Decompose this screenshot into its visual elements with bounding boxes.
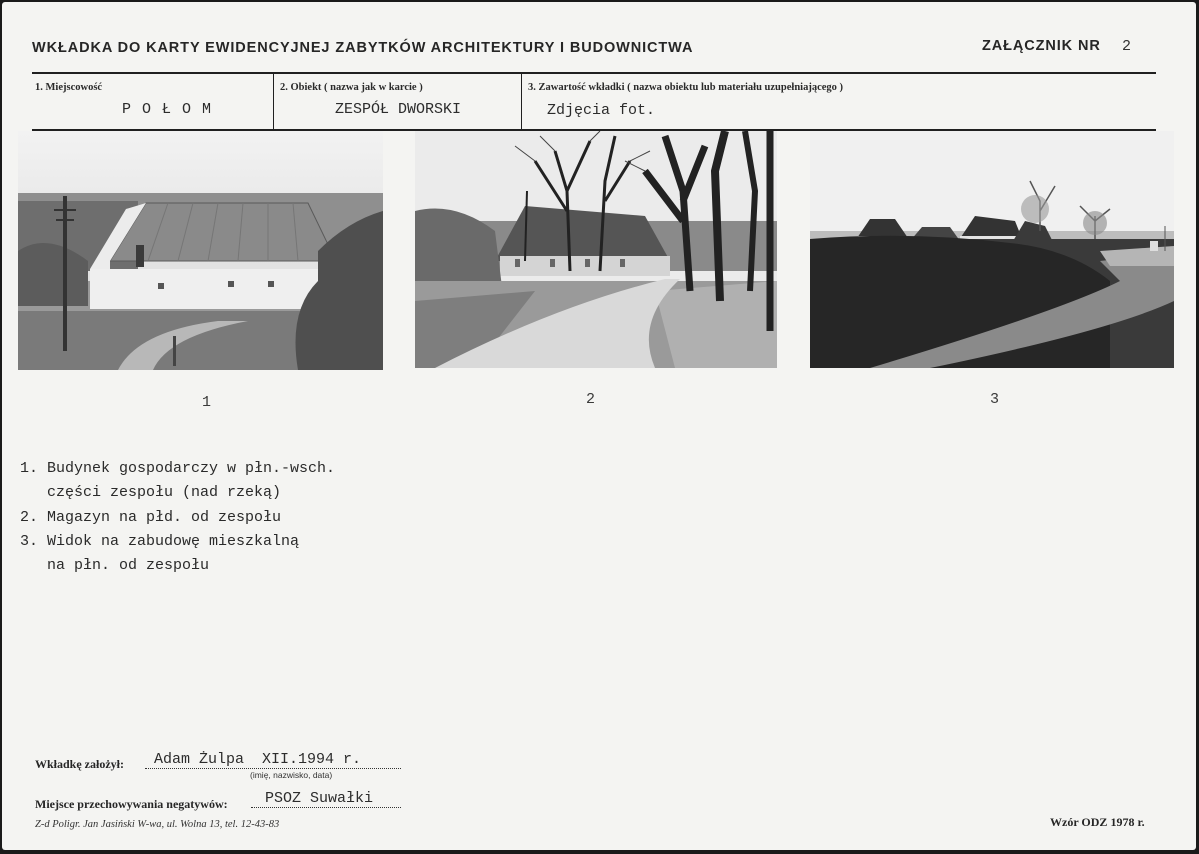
field-value-contents: Zdjęcia fot. [547, 102, 656, 119]
photo-number-2: 2 [586, 391, 596, 408]
photo-number-3: 3 [990, 391, 1000, 408]
photo-3 [810, 131, 1174, 368]
table-top-rule [32, 72, 1156, 74]
table-divider-1 [273, 74, 274, 130]
photo-2 [415, 131, 777, 368]
description-line: na płn. od zespołu [20, 557, 210, 575]
attachment-number: 2 [1122, 38, 1132, 55]
founder-value: Adam Żulpa XII.1994 r. [154, 751, 362, 768]
printer-credit: Z-d Poligr. Jan Jasiński W-wa, ul. Wolna 13, tel. 12-43-83 [35, 819, 280, 830]
table-divider-2 [521, 74, 522, 130]
photo-number-1: 1 [202, 394, 212, 411]
storage-label: Miejsce przechowywania negatywów: [35, 797, 228, 811]
photo-1 [18, 131, 383, 370]
description-line: 1. Budynek gospodarczy w płn.-wsch. [20, 460, 336, 477]
field-value-locality: P O Ł O M [122, 101, 213, 118]
road-trees-photo-icon [415, 131, 777, 368]
village-road-photo-icon [810, 131, 1174, 368]
founder-label: Wkładkę założył: [35, 757, 124, 771]
storage-value: PSOZ Suwałki [265, 790, 374, 807]
barn-photo-icon [18, 131, 383, 370]
storage-dotted-line [251, 807, 401, 808]
description-line: 2. Magazyn na płd. od zespołu [20, 508, 282, 526]
description-line: 3. Widok na zabudowę mieszkalną [20, 532, 300, 550]
inventory-card [2, 2, 1196, 850]
template-reference: Wzór ODZ 1978 r. [1050, 815, 1145, 829]
photo-descriptions [20, 457, 335, 578]
founder-dotted-line [145, 768, 401, 769]
description-line: części zespołu (nad rzeką) [20, 484, 282, 502]
card-title: WKŁADKA DO KARTY EWIDENCYJNEJ ZABYTKÓW ARCHITEKTURY I BUDOWNICTWA [32, 40, 694, 56]
field-value-object: ZESPÓŁ DWORSKI [335, 101, 462, 118]
field-label-locality: 1. Miejscowość [35, 82, 103, 93]
field-label-object: 2. Obiekt ( nazwa jak w karcie ) [280, 82, 423, 93]
founder-hint: (imię, nazwisko, data) [250, 770, 333, 780]
attachment-label: ZAŁĄCZNIK NR [982, 38, 1101, 54]
field-label-contents: 3. Zawartość wkładki ( nazwa obiektu lub materiału uzupełniającego ) [528, 82, 844, 93]
